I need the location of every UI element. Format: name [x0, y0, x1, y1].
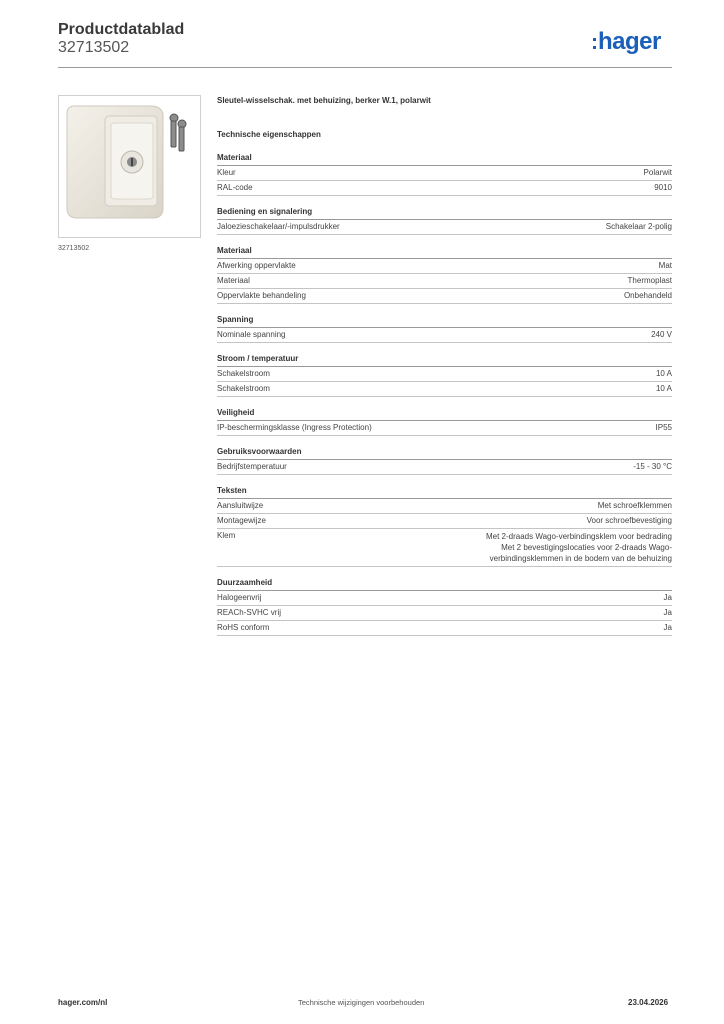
- spec-section: [217, 447, 672, 475]
- spec-section: [217, 207, 672, 235]
- image-caption: 32713502: [58, 245, 90, 252]
- spec-section: [217, 315, 672, 343]
- spec-section: [217, 354, 672, 397]
- key-switch-illustration: [59, 96, 200, 237]
- footer-date: 23.04.2026: [628, 998, 669, 1007]
- spec-row: [217, 367, 672, 382]
- spec-row: [217, 166, 672, 181]
- page-title: Productdatablad: [58, 21, 185, 38]
- spec-value: [486, 531, 672, 564]
- spec-row: [217, 421, 672, 436]
- spec-value: Met schroefklemmen: [597, 501, 672, 510]
- spec-label: Nominale spanning: [217, 330, 286, 339]
- spec-value: Ja: [663, 593, 672, 602]
- spec-row: [217, 220, 672, 235]
- spec-row: [217, 328, 672, 343]
- section-heading: Materiaal: [217, 246, 672, 259]
- spec-value: 10 A: [655, 384, 672, 393]
- spec-value: Schakelaar 2-polig: [605, 222, 672, 231]
- spec-value-line: verbindingsklemmen in de bodem van de behuizing: [489, 554, 672, 563]
- spec-value: Voor schroefbevestiging: [586, 516, 672, 525]
- spec-row: [217, 274, 672, 289]
- spec-label: Aansluitwijze: [217, 501, 264, 510]
- spec-section: [217, 578, 672, 636]
- spec-label: REACh-SVHC vrij: [217, 608, 282, 617]
- spec-row: [217, 606, 672, 621]
- spec-value: 10 A: [655, 369, 672, 378]
- spec-label: Kleur: [217, 168, 236, 177]
- spec-section: [217, 246, 672, 304]
- spec-row: [217, 181, 672, 196]
- spec-section: [217, 408, 672, 436]
- spec-row: [217, 529, 672, 567]
- technical-properties-heading: Technische eigenschappen: [217, 130, 321, 139]
- spec-value: Ja: [663, 623, 672, 632]
- spec-value: -15 - 30 °C: [633, 462, 672, 471]
- spec-sections: [217, 153, 672, 636]
- spec-value: Thermoplast: [627, 276, 672, 285]
- spec-label: RoHS conform: [217, 623, 270, 632]
- footer-website: hager.com/nl: [58, 998, 108, 1007]
- spec-row: [217, 499, 672, 514]
- spec-label: RAL-code: [217, 183, 253, 192]
- spec-label: IP-beschermingsklasse (Ingress Protection): [217, 423, 372, 432]
- spec-value: 9010: [654, 183, 672, 192]
- spec-label: Halogeenvrij: [217, 593, 262, 602]
- spec-value: IP55: [655, 423, 672, 432]
- spec-value: Onbehandeld: [623, 291, 672, 300]
- spec-label: Jaloezieschakelaar/-impulsdrukker: [217, 222, 340, 231]
- section-heading: Teksten: [217, 486, 672, 499]
- section-heading: Duurzaamheid: [217, 578, 672, 591]
- hager-logo: [593, 28, 661, 56]
- section-heading: Stroom / temperatuur: [217, 354, 672, 367]
- section-heading: Veiligheid: [217, 408, 672, 421]
- section-heading: Gebruiksvoorwaarden: [217, 447, 672, 460]
- spec-row: [217, 460, 672, 475]
- spec-value-line: Met 2 bevestigingslocaties voor 2-draads Wago-: [501, 543, 672, 552]
- spec-row: [217, 289, 672, 304]
- spec-row: [217, 382, 672, 397]
- logo-text: hager: [598, 28, 661, 55]
- spec-value: Mat: [658, 261, 672, 270]
- spec-content: [217, 96, 672, 636]
- spec-label: Klem: [217, 531, 236, 540]
- spec-row: [217, 621, 672, 636]
- header-divider: [58, 67, 672, 68]
- spec-label: Schakelstroom: [217, 369, 270, 378]
- spec-label: Oppervlakte behandeling: [217, 291, 306, 300]
- spec-value: Polarwit: [643, 168, 672, 177]
- spec-section: [217, 486, 672, 567]
- spec-label: Bedrijfstemperatuur: [217, 462, 287, 471]
- product-title: Sleutel-wisselschak. met behuizing, berker W.1, polarwit: [217, 96, 431, 105]
- spec-label: Afwerking oppervlakte: [217, 261, 296, 270]
- product-code: 32713502: [58, 39, 130, 56]
- product-image: [58, 95, 201, 238]
- section-heading: Spanning: [217, 315, 672, 328]
- section-heading: Bediening en signalering: [217, 207, 672, 220]
- spec-section: [217, 153, 672, 196]
- spec-value: Ja: [663, 608, 672, 617]
- spec-value: 240 V: [651, 330, 672, 339]
- spec-label: Schakelstroom: [217, 384, 270, 393]
- spec-value-line: Met 2-draads Wago-verbindingsklem voor bedrading: [485, 532, 672, 541]
- spec-label: Montagewijze: [217, 516, 266, 525]
- spec-row: [217, 259, 672, 274]
- spec-row: [217, 514, 672, 529]
- section-heading: Materiaal: [217, 153, 672, 166]
- spec-row: [217, 591, 672, 606]
- spec-label: Materiaal: [217, 276, 250, 285]
- footer-note: Technische wijzigingen voorbehouden: [298, 998, 425, 1007]
